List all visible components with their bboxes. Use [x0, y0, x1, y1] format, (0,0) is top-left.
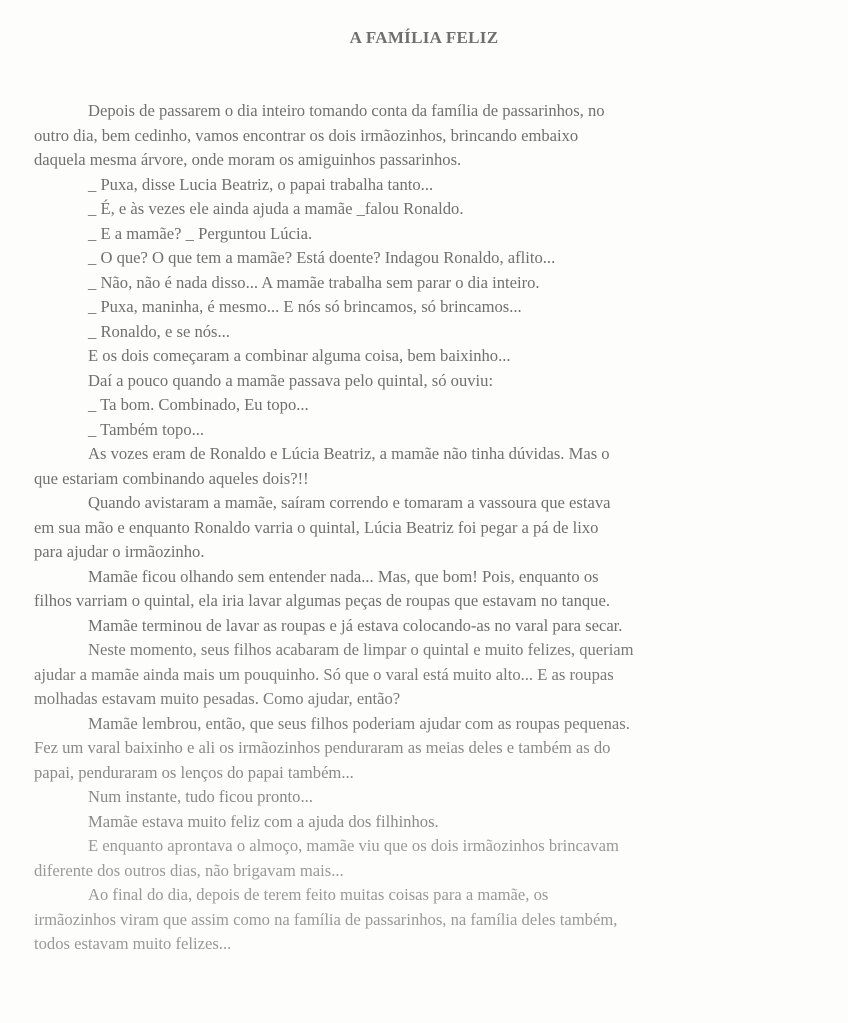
text-line: _ E a mamãe? _ Perguntou Lúcia.	[88, 223, 313, 243]
text-line: Daí a pouco quando a mamãe passava pelo quintal, só ouviu:	[88, 370, 494, 390]
text-line: Num instante, tudo ficou pronto...	[88, 787, 313, 806]
text-line: Fez um varal baixinho e ali os irmãozinhos penduraram as meias deles e também as do	[34, 738, 611, 757]
text-line: _ Puxa, disse Lucia Beatriz, o papai trabalha tanto...	[88, 174, 434, 194]
text-line: _ Ronaldo, e se nós...	[88, 321, 230, 341]
text-line: Mamãe estava muito feliz com a ajuda dos filhinhos.	[88, 811, 439, 831]
document-title: A FAMÍLIA FELIZ	[349, 28, 499, 47]
text-line: _ Não, não é nada disso... A mamãe trabalha sem parar o dia inteiro.	[88, 272, 540, 292]
text-line: _ Ta bom. Combinado, Eu topo...	[88, 395, 309, 414]
text-line: Mamãe lembrou, então, que seus filhos poderiam ajudar com as roupas pequenas.	[88, 713, 630, 733]
text-line: que estariam combinando aqueles dois?!!	[34, 468, 309, 488]
text-line: daquela mesma árvore, onde moram os amiguinhos passarinhos.	[34, 150, 462, 169]
text-line: _ Puxa, maninha, é mesmo... E nós só brincamos, só brincamos...	[88, 297, 522, 316]
text-line: irmãozinhos viram que assim como na família de passarinhos, na família deles também,	[34, 909, 618, 929]
text-line: molhadas estavam muito pesadas. Como ajudar, então?	[34, 689, 401, 708]
document-body	[34, 99, 814, 957]
text-line: ajudar a mamãe ainda mais um pouquinho. Só que o varal está muito alto... E as roupas	[34, 664, 614, 684]
text-line: em sua mão e enquanto Ronaldo varria o quintal, Lúcia Beatriz foi pegar a pá de lixo	[34, 517, 599, 537]
text-line: papai, penduraram os lenços do papai também...	[34, 762, 354, 782]
text-line: Ao final do dia, depois de terem feito muitas coisas para a mamãe, os	[88, 885, 549, 904]
text-line: filhos varriam o quintal, ela iria lavar algumas peças de roupas que estavam no tanque.	[34, 591, 610, 610]
text-line: Depois de passarem o dia inteiro tomando conta da família de passarinhos, no	[88, 101, 605, 120]
text-line: E enquanto aprontava o almoço, mamãe viu que os dois irmãozinhos brincavam	[88, 836, 619, 855]
text-line: As vozes eram de Ronaldo e Lúcia Beatriz, a mamãe não tinha dúvidas. Mas o	[88, 444, 610, 463]
text-line: _ O que? O que tem a mamãe? Está doente? Indagou Ronaldo, aflito...	[88, 248, 556, 267]
text-line: todos estavam muito felizes...	[34, 934, 232, 953]
text-line: _ Também topo...	[88, 419, 205, 439]
text-line: para ajudar o irmãozinho.	[34, 542, 205, 561]
text-line: Neste momento, seus filhos acabaram de limpar o quintal e muito felizes, queriam	[88, 640, 634, 659]
text-line: diferente dos outros dias, não brigavam mais...	[34, 860, 344, 880]
text-line: Mamãe terminou de lavar as roupas e já estava colocando-as no varal para secar.	[88, 615, 623, 635]
text-line: Quando avistaram a mamãe, saíram correndo e tomaram a vassoura que estava	[88, 493, 611, 512]
text-line: Mamãe ficou olhando sem entender nada... Mas, que bom! Pois, enquanto os	[88, 566, 599, 586]
text-line: _ É, e às vezes ele ainda ajuda a mamãe _falou Ronaldo.	[88, 199, 464, 218]
text-line: outro dia, bem cedinho, vamos encontrar os dois irmãozinhos, brincando embaixo	[34, 125, 579, 145]
text-line: E os dois começaram a combinar alguma coisa, bem baixinho...	[88, 346, 511, 365]
